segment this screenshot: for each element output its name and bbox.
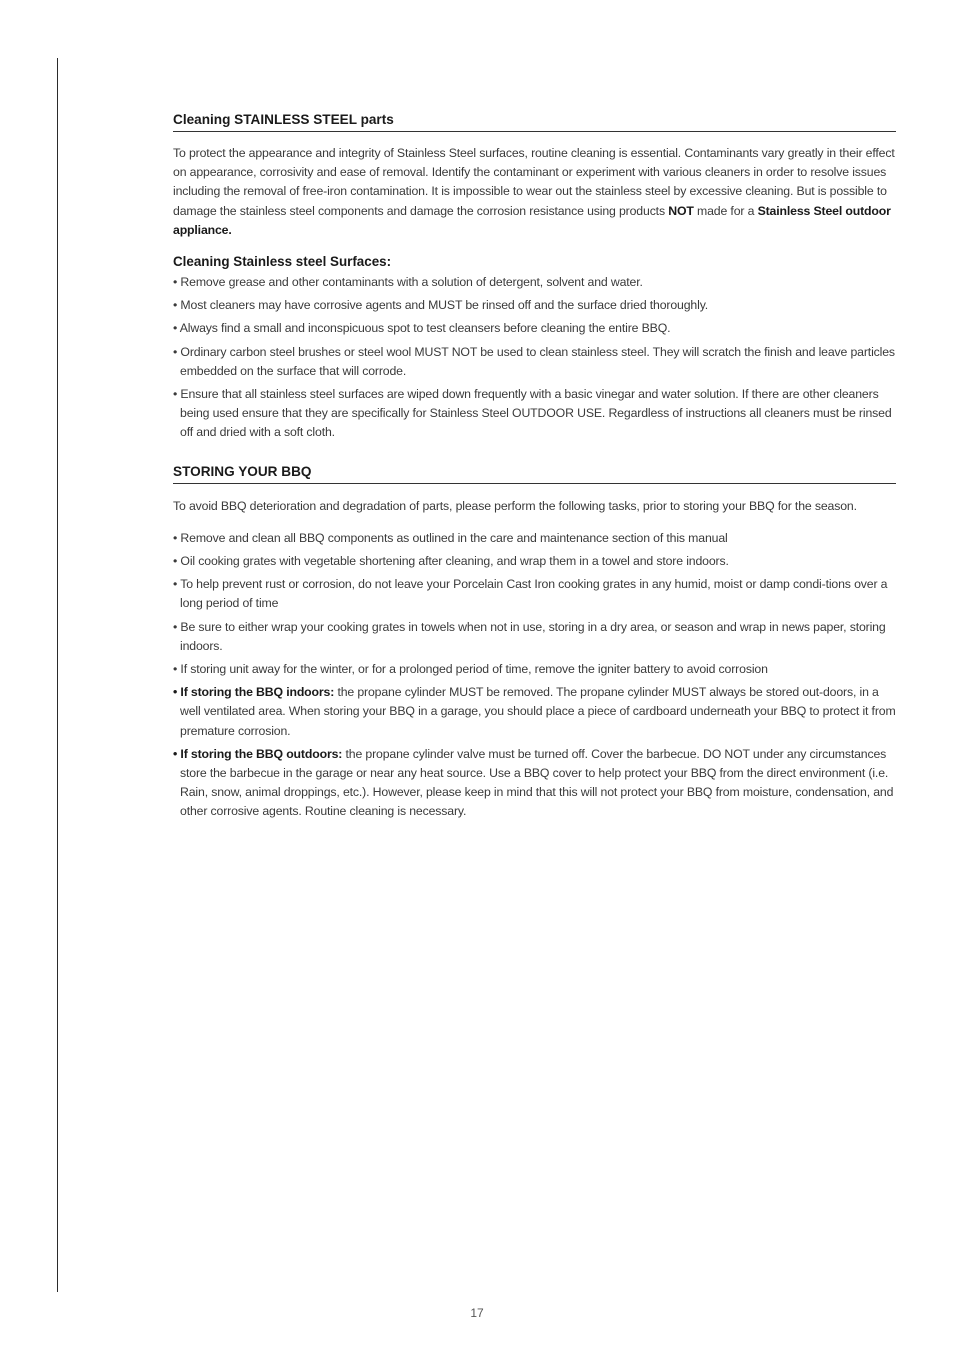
- list-item: • Remove and clean all BBQ components as outlined in the care and maintenance section of this manual: [173, 530, 728, 545]
- list-item: • Be sure to either wrap your cooking grates in towels when not in use, storing in a dry area, or season and wrap in news paper, storing indoors.: [173, 619, 886, 653]
- page-content: [173, 112, 896, 826]
- storing-intro-paragraph: To avoid BBQ deterioration and degradation of parts, please perform the following tasks, prior to storing your BBQ for the season.: [173, 498, 857, 513]
- cleaning-intro-made-for: made for a: [693, 203, 758, 218]
- heading-storing-bbq: STORING YOUR BBQ: [173, 464, 896, 484]
- outdoors-lead: • If storing the BBQ outdoors:: [173, 746, 343, 761]
- heading-cleaning-stainless-steel: Cleaning STAINLESS STEEL parts: [173, 112, 896, 132]
- emphasis-appliance: Stainless Steel outdoor appliance.: [173, 203, 891, 237]
- heading-cleaning-surfaces: Cleaning Stainless steel Surfaces:: [173, 254, 392, 270]
- list-item: • To help prevent rust or corrosion, do not leave your Porcelain Cast Iron cooking grates in any humid, moist or damp condi-tions over a long period of time: [173, 577, 888, 611]
- margin-rule: [57, 58, 58, 1292]
- storing-list: [173, 529, 896, 822]
- list-item: • Always find a small and inconspicuous spot to test cleansers before cleaning the entire BBQ.: [173, 321, 671, 336]
- indoors-lead: • If storing the BBQ indoors:: [173, 685, 335, 700]
- storing-section: [173, 464, 896, 822]
- list-item: • Ensure that all stainless steel surfaces are wiped down frequently with a basic vinegar and water solution. If there are other cleaners being used ensure that they are specifically for Stainless Steel OUTDOOR USE. Regardless of instructions all cleaners must be rinsed off and dried with a soft cloth.: [173, 387, 892, 440]
- cleaning-intro-paragraph: [173, 144, 896, 240]
- list-item: • Oil cooking grates with vegetable shortening after cleaning, and wrap them in a towel and store indoors.: [173, 554, 729, 569]
- list-item-indoors: [173, 683, 896, 741]
- list-item: • Most cleaners may have corrosive agents and MUST be rinsed off and the surface dried thoroughly.: [173, 298, 709, 313]
- list-item: • If storing unit away for the winter, or for a prolonged period of time, remove the igniter battery to avoid corrosion: [173, 662, 768, 677]
- list-item-outdoors: [173, 745, 896, 822]
- cleaning-intro-text: To protect the appearance and integrity of Stainless Steel surfaces, routine cleaning is essential. Contaminants vary greatly in their effect on appearance, corrosivity and ease of removal. Identify the contaminant or experiment with various cleaners in order to resolve issues including the removal of free-iron contamination. It is impossible to wear out the stainless steel by excessive cleaning. But is possible to damage the stainless steel components and damage the corrosion resistance using products: [173, 146, 895, 218]
- outdoors-text: the propane cylinder valve must be turned off. Cover the barbecue. DO NOT under any circumstances store the barbecue in the garage or near any heat source. Use a BBQ cover to help protect your BBQ from the direct environment (i.e. Rain, snow, animal droppings, etc.). However, please keep in mind that this will not protect your BBQ from moisture, condensation, and other corrosive agents. Routine cleaning is necessary.: [180, 746, 894, 819]
- list-item: • Ordinary carbon steel brushes or steel wool MUST NOT be used to clean stainless steel. They will scratch the finish and leave particles embedded on the surface that will corrode.: [173, 344, 895, 378]
- list-item: • Remove grease and other contaminants with a solution of detergent, solvent and water.: [173, 275, 643, 290]
- surfaces-list: [173, 273, 896, 443]
- page-number: 17: [470, 1306, 484, 1320]
- emphasis-not: NOT: [668, 203, 694, 218]
- indoors-text: the propane cylinder MUST be removed. The propane cylinder MUST always be stored out-doors, in a well ventilated area. When storing your BBQ in a garage, you should place a piece of cardboard underneath your BBQ to protect it from premature corrosion.: [180, 685, 896, 738]
